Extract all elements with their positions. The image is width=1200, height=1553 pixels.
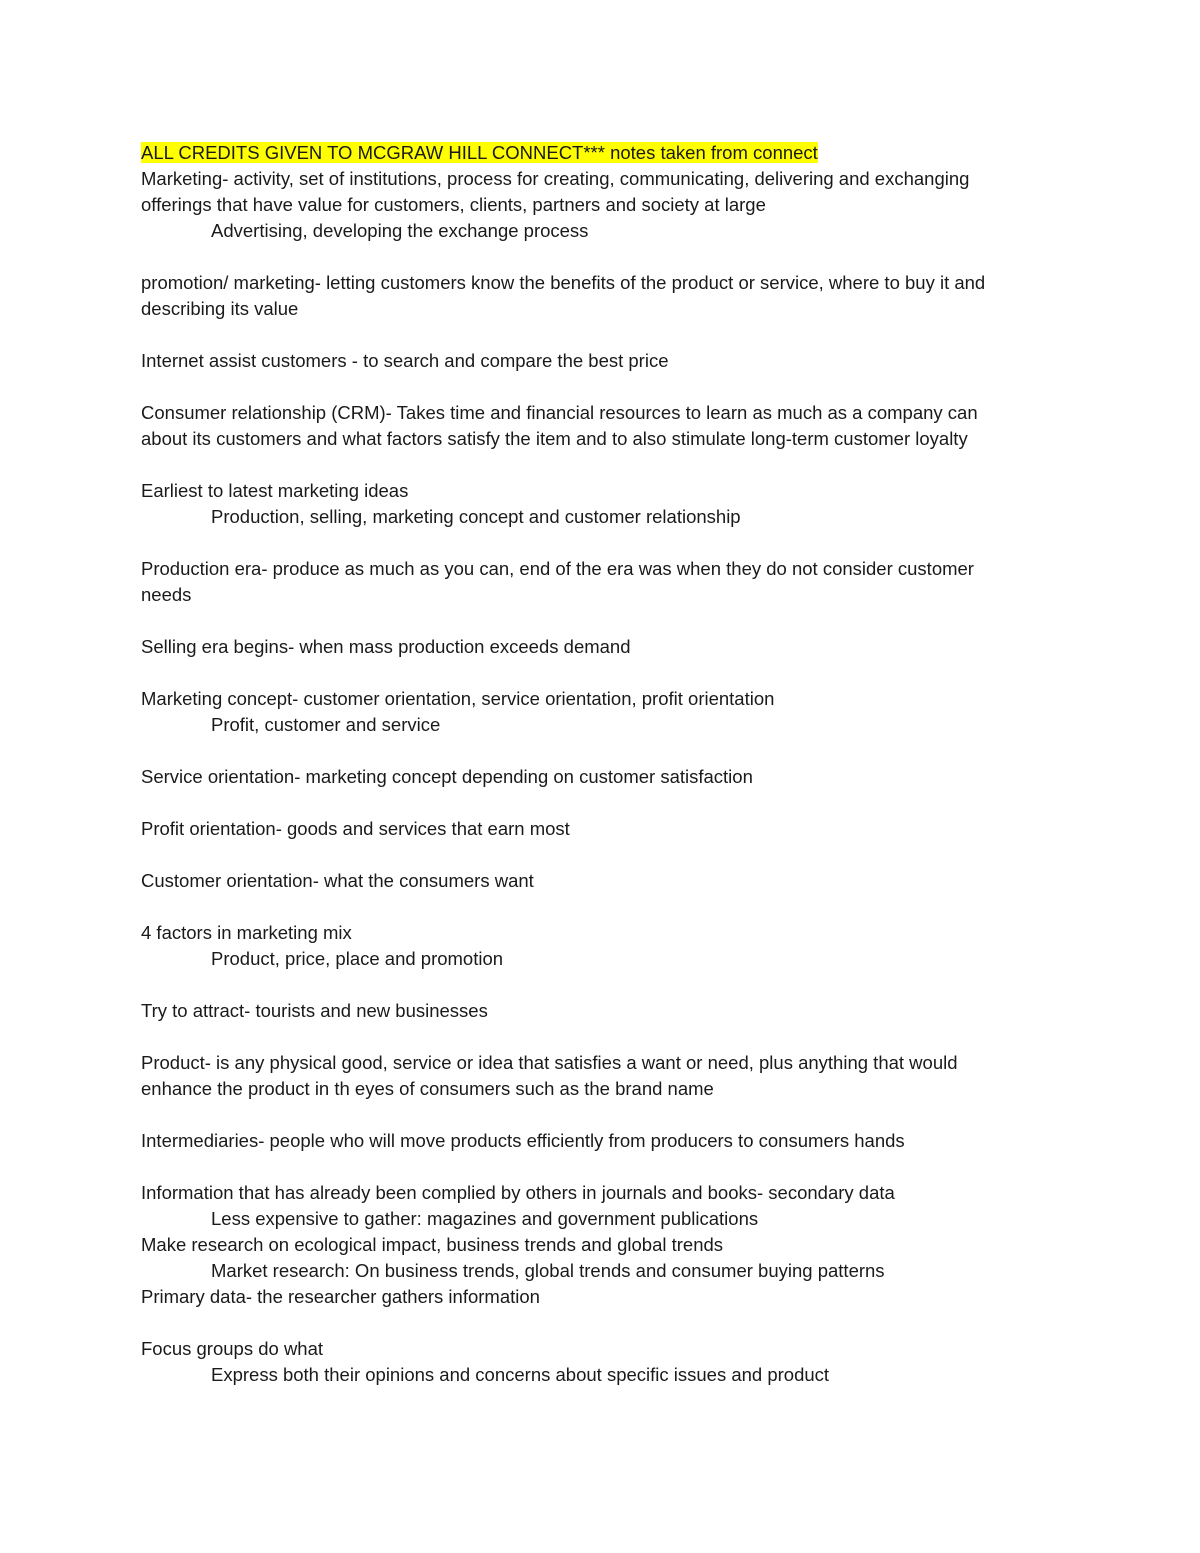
text-line (141, 1076, 1071, 1102)
blank-line (141, 1102, 1071, 1128)
line-text: Selling era begins- when mass production exceeds demand (141, 636, 631, 657)
line-text: Profit, customer and service (211, 714, 441, 735)
line-text: Internet assist customers - to search and compare the best price (141, 350, 669, 371)
line-text: Product, price, place and promotion (211, 948, 504, 969)
line-text: Primary data- the researcher gathers information (141, 1286, 540, 1307)
text-line (141, 764, 1071, 790)
line-text: Marketing- activity, set of institutions, process for creating, communicating, delivering and exchanging (141, 168, 970, 189)
line-text: Intermediaries- people who will move products efficiently from producers to consumers hands (141, 1130, 905, 1151)
blank-line (141, 1154, 1071, 1180)
line-text: 4 factors in marketing mix (141, 922, 352, 943)
text-line (141, 816, 1071, 842)
line-text: Customer orientation- what the consumers want (141, 870, 534, 891)
line-text: Make research on ecological impact, business trends and global trends (141, 1234, 724, 1255)
blank-line (141, 1310, 1071, 1336)
line-text: Service orientation- marketing concept depending on customer satisfaction (141, 766, 753, 787)
text-line (141, 478, 1071, 504)
text-line (141, 582, 1071, 608)
blank-line (141, 374, 1071, 400)
text-line (141, 1180, 1071, 1206)
blank-line (141, 452, 1071, 478)
blank-line (141, 322, 1071, 348)
text-line (141, 946, 1071, 972)
line-text: Product- is any physical good, service or idea that satisfies a want or need, plus anything that would (141, 1052, 958, 1073)
text-line (141, 1128, 1071, 1154)
line-text: needs (141, 584, 192, 605)
document-page (141, 140, 1071, 1388)
blank-line (141, 660, 1071, 686)
blank-line (141, 1024, 1071, 1050)
text-line (141, 270, 1071, 296)
line-text: Earliest to latest marketing ideas (141, 480, 409, 501)
text-line (141, 1362, 1071, 1388)
blank-line (141, 738, 1071, 764)
highlighted-header-line (141, 140, 1071, 166)
text-line (141, 1284, 1071, 1310)
blank-line (141, 790, 1071, 816)
text-line (141, 998, 1071, 1024)
line-text: Production, selling, marketing concept and customer relationship (211, 506, 741, 527)
line-text: Profit orientation- goods and services that earn most (141, 818, 570, 839)
highlighted-text: ALL CREDITS GIVEN TO MCGRAW HILL CONNECT*** notes taken from connect (141, 142, 818, 163)
text-line (141, 1050, 1071, 1076)
line-text: offerings that have value for customers, clients, partners and society at large (141, 194, 766, 215)
text-line (141, 920, 1071, 946)
line-text: Focus groups do what (141, 1338, 324, 1359)
line-text: Advertising, developing the exchange process (211, 220, 589, 241)
line-text: about its customers and what factors satisfy the item and to also stimulate long-term customer loyalty (141, 428, 968, 449)
line-text: Production era- produce as much as you can, end of the era was when they do not consider customer (141, 558, 974, 579)
text-line (141, 1258, 1071, 1284)
line-text: Marketing concept- customer orientation, service orientation, profit orientation (141, 688, 775, 709)
text-line (141, 1336, 1071, 1362)
text-line (141, 1232, 1071, 1258)
line-text: describing its value (141, 298, 299, 319)
text-line (141, 400, 1071, 426)
line-text: Try to attract- tourists and new businesses (141, 1000, 488, 1021)
text-line (141, 504, 1071, 530)
blank-line (141, 842, 1071, 868)
text-line (141, 712, 1071, 738)
line-text: Market research: On business trends, global trends and consumer buying patterns (211, 1260, 885, 1281)
text-line (141, 218, 1071, 244)
text-line (141, 348, 1071, 374)
text-line (141, 556, 1071, 582)
text-line (141, 686, 1071, 712)
text-line (141, 192, 1071, 218)
text-line (141, 634, 1071, 660)
blank-line (141, 530, 1071, 556)
text-line (141, 1206, 1071, 1232)
text-line (141, 868, 1071, 894)
blank-line (141, 608, 1071, 634)
line-text: Less expensive to gather: magazines and government publications (211, 1208, 759, 1229)
text-line (141, 426, 1071, 452)
text-line (141, 166, 1071, 192)
line-text: Express both their opinions and concerns about specific issues and product (211, 1364, 830, 1385)
line-text: enhance the product in th eyes of consumers such as the brand name (141, 1078, 714, 1099)
blank-line (141, 244, 1071, 270)
text-line (141, 296, 1071, 322)
line-text: Consumer relationship (CRM)- Takes time and financial resources to learn as much as a company can (141, 402, 978, 423)
blank-line (141, 972, 1071, 998)
line-text: promotion/ marketing- letting customers know the benefits of the product or service, where to buy it and (141, 272, 986, 293)
line-text: Information that has already been complied by others in journals and books- secondary data (141, 1182, 895, 1203)
blank-line (141, 894, 1071, 920)
